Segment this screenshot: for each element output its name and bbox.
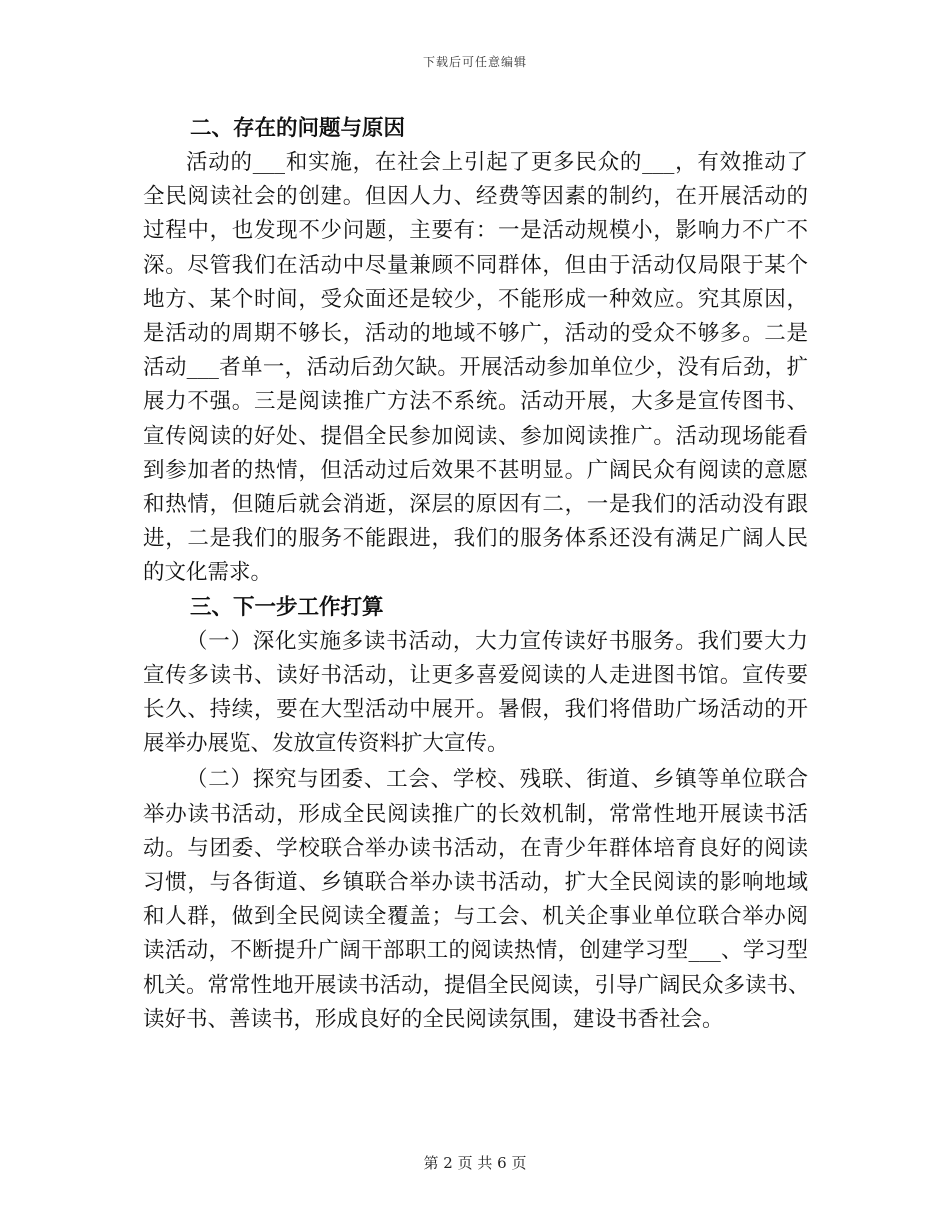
paragraph-joint-activities xyxy=(143,763,808,1037)
paragraph-line: 动。与团委、学校联合举办读书活动，在青少年群体培育良好的阅读 xyxy=(143,835,808,861)
paragraph-line: 的文化需求。 xyxy=(143,560,273,586)
document-body xyxy=(143,112,808,1037)
page-header: 下载后可任意编辑 xyxy=(422,55,527,69)
paragraph-line: 到参加者的热情，但活动过后效果不甚明显。广阔民众有阅读的意愿 xyxy=(143,457,808,483)
paragraph-line: 和热情，但随后就会消逝，深层的原因有二，一是我们的活动没有跟 xyxy=(143,492,808,518)
paragraph-reading-promotion xyxy=(143,625,808,762)
paragraph-line: 读好书、善读书，形成良好的全民阅读氛围，建设书香社会。 xyxy=(143,1006,724,1032)
paragraph-problems xyxy=(143,146,808,591)
paragraph-line: 宣传多读书、读好书活动，让更多喜爱阅读的人走进图书馆。宣传要 xyxy=(143,662,808,688)
paragraph-line: 展举办展览、发放宣传资料扩大宣传。 xyxy=(143,731,509,757)
paragraph-line: 活动___者单一，活动后劲欠缺。开展活动参加单位少，没有后劲，扩 xyxy=(143,355,808,381)
paragraph-line: 过程中，也发现不少问题，主要有：一是活动规模小，影响力不广不 xyxy=(143,218,808,244)
paragraph-line: 展力不强。三是阅读推广方法不系统。活动开展，大多是宣传图书、 xyxy=(143,389,808,415)
paragraph-line: 深。尽管我们在活动中尽量兼顾不同群体，但由于活动仅局限于某个 xyxy=(143,252,808,278)
section-heading-next-steps: 三、下一步工作打算 xyxy=(190,594,384,620)
paragraph-line: （一）深化实施多读书活动，大力宣传读好书服务。我们要大力 xyxy=(186,628,808,654)
page-number-footer: 第 2 页 共 6 页 xyxy=(423,1154,527,1172)
paragraph-line: 举办读书活动，形成全民阅读推广的长效机制，常常性地开展读书活 xyxy=(143,801,808,827)
paragraph-line: 宣传阅读的好处、提倡全民参加阅读、参加阅读推广。活动现场能看 xyxy=(143,423,808,449)
paragraph-line: 进，二是我们的服务不能跟进，我们的服务体系还没有满足广阔人民 xyxy=(143,526,808,552)
paragraph-line: 全民阅读社会的创建。但因人力、经费等因素的制约，在开展活动的 xyxy=(143,184,808,210)
paragraph-line: 习惯，与各街道、乡镇联合举办读书活动，扩大全民阅读的影响地域 xyxy=(143,870,808,896)
paragraph-line: 长久、持续，要在大型活动中展开。暑假，我们将借助广场活动的开 xyxy=(143,697,808,723)
paragraph-line: 活动的___和实施，在社会上引起了更多民众的___，有效推动了 xyxy=(186,150,808,175)
paragraph-line: 地方、某个时间，受众面还是较少，不能形成一种效应。究其原因， xyxy=(143,286,808,312)
paragraph-line: 机关。常常性地开展读书活动，提倡全民阅读，引导广阔民众多读书、 xyxy=(143,972,810,998)
paragraph-line: （二）探究与团委、工会、学校、残联、街道、乡镇等单位联合 xyxy=(186,767,808,793)
section-heading-problems: 二、存在的问题与原因 xyxy=(190,116,406,141)
paragraph-line: 和人群，做到全民阅读全覆盖；与工会、机关企事业单位联合举办阅 xyxy=(143,904,808,930)
paragraph-line: 是活动的周期不够长，活动的地域不够广，活动的受众不够多。二是 xyxy=(143,321,808,347)
paragraph-line: 读活动，不断提升广阔干部职工的阅读热情，创建学习型___、学习型 xyxy=(143,938,808,964)
